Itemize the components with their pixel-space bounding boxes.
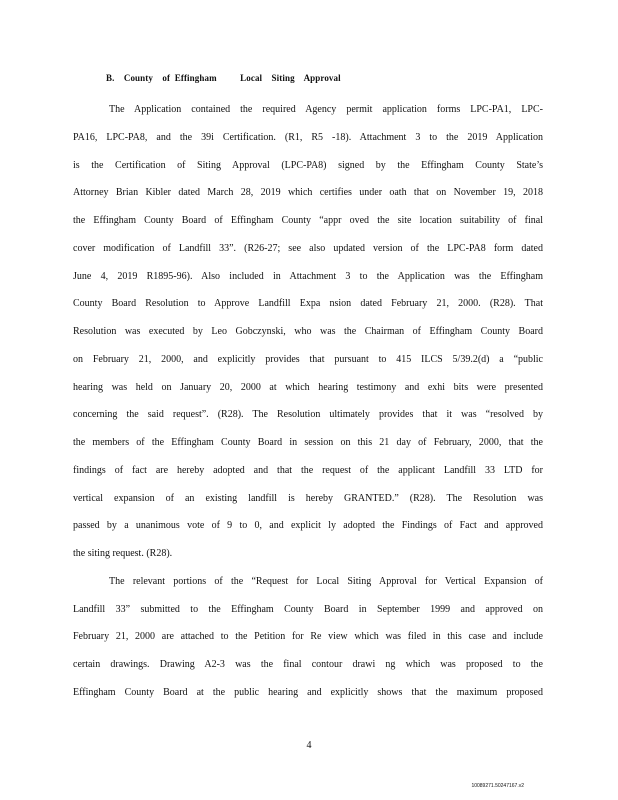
page-number: 4 [306, 740, 312, 751]
text-line: The relevant portions of the “Request for Local Siting Approval for Vertical Expansion of [109, 575, 543, 587]
text-line: certain drawings. Drawing A2-3 was the final contour drawi ng which was proposed to the [73, 659, 543, 670]
text-line: is the Certification of Siting Approval (LPC-PA8) signed by the Effingham County State’s [73, 159, 543, 171]
document-id: 10089271.50247167.v2 [471, 783, 524, 789]
text-line: Resolution was executed by Leo Gobczynski, who was the Chairman of Effingham County Board [73, 326, 543, 337]
section-heading: B. County of Effingham Local Siting Approval [106, 73, 341, 83]
text-line: County Board Resolution to Approve Landfill Expa nsion dated February 21, 2000. (R28). That [73, 298, 543, 310]
text-line: findings of fact are hereby adopted and that the request of the applicant Landfill 33 LTD for [73, 464, 543, 476]
text-line: the siting request. (R28). [73, 548, 173, 559]
text-line: concerning the said request”. (R28). The Resolution ultimately provides that it was “resolved by [73, 409, 543, 421]
paragraph-1 [73, 96, 543, 568]
text-line: February 21, 2000 are attached to the Petition for Re view which was filed in this case and include [73, 631, 543, 643]
paragraph-2 [73, 568, 543, 707]
text-line: June 4, 2019 R1895-96). Also included in Attachment 3 to the Application was the Effingham [73, 270, 543, 282]
text-line: passed by a unanimous vote of 9 to 0, and explicit ly adopted the Findings of Fact and approved [73, 520, 543, 532]
text-line: on February 21, 2000, and explicitly provides that pursuant to 415 ILCS 5/39.2(d) a “public [73, 353, 543, 365]
text-line: The Application contained the required Agency permit application forms LPC-PA1, LPC- [109, 104, 543, 115]
text-line: the Effingham County Board of Effingham County “appr oved the site location suitability of final [73, 215, 543, 226]
text-line: Landfill 33” submitted to the Effingham County Board in September 1999 and approved on [73, 603, 543, 615]
text-line: the members of the Effingham County Board in session on this 21 day of February, 2000, that the [73, 437, 543, 448]
text-line: PA16, LPC-PA8, and the 39i Certification. (R1, R5 -18). Attachment 3 to the 2019 Application [73, 131, 543, 143]
text-line: cover modification of Landfill 33”. (R26-27; see also updated version of the LPC-PA8 form dated [73, 242, 543, 254]
text-line: Effingham County Board at the public hearing and explicitly shows that the maximum proposed [73, 686, 543, 698]
document-body [73, 96, 543, 707]
text-line: Attorney Brian Kibler dated March 28, 2019 which certifies under oath that on November 19, 2018 [73, 187, 543, 199]
text-line: vertical expansion of an existing landfill is hereby GRANTED.” (R28). The Resolution was [73, 492, 543, 504]
text-line: hearing was held on January 20, 2000 at which hearing testimony and exhi bits were presented [73, 381, 543, 393]
